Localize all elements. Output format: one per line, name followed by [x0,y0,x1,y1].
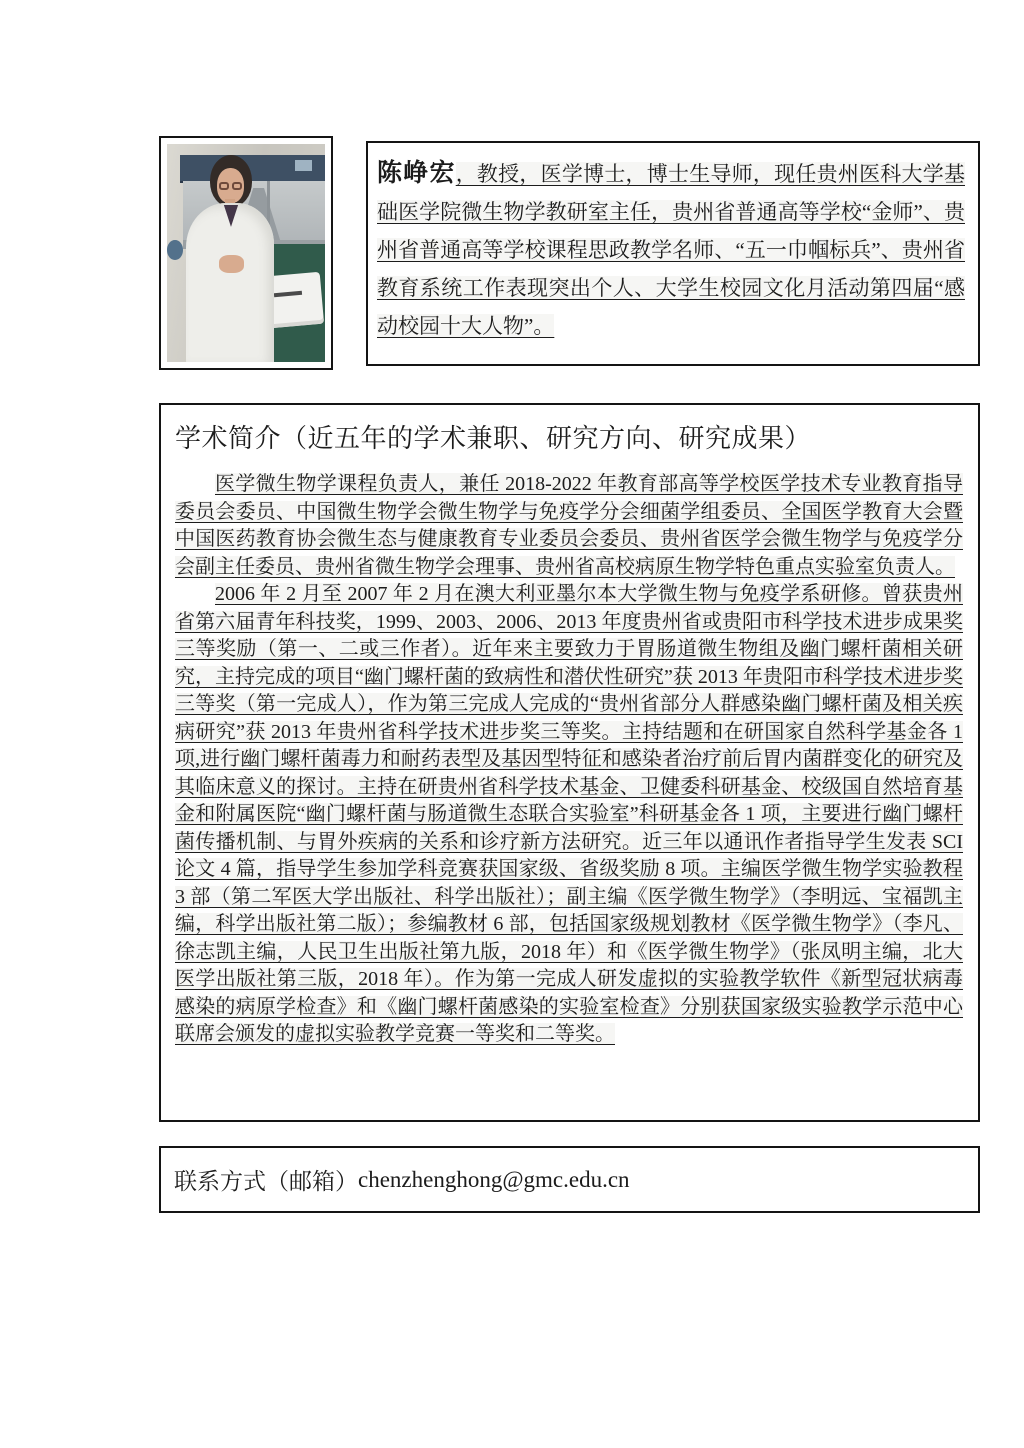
contact-label: 联系方式（邮箱） [174,1169,358,1194]
academic-section-title: 学术简介（近五年的学术兼职、研究方向、研究成果） [175,424,812,453]
academic-profile-box [159,403,980,1122]
bio-paragraph [377,154,965,345]
academic-paragraph-appointments-text: 医学微生物学课程负责人，兼任 2018-2022 年教育部高等学校医学技术专业教育指导委员会委员、中国微生物学会微生物学与免疫学分会细菌学组委员、全国医学教育大会暨中国医药教育协会微生态与健康教育专业委员会委员、贵州省医学会微生物学与免疫学分会副主任委员、贵州省微生物学会理事、贵州省高校病原生物学特色重点实验室负责人。 [175,473,963,578]
academic-paragraph-appointments [175,471,963,581]
glasses-left-lens-icon [219,182,229,190]
glasses-right-lens-icon [232,182,242,190]
academic-paragraph-achievements-text: 2006 年 2 月至 2007 年 2 月在澳大利亚墨尔本大学微生物与免疫学系研修。曾获贵州省第六届青年科技奖，1999、2003、2006、2013 年度贵州省或贵阳市科学技术进步成果奖三等奖励（第一、二或三作者）。近年来主要致力于胃肠道微生物组及幽门螺杆菌相关研究，主持完成的项目“幽门螺杆菌的致病性和潜伏性研究”获 2013 年贵阳市科学技术进步奖三等奖（第一完成人），作为第三完成人完成的“贵州省部分人群感染幽门螺杆菌及相关疾病研究”获 2013 年贵州省科学技术进步奖三等奖。主持结题和在研国家自然科学基金各 1 项,进行幽门螺杆菌毒力和耐药表型及基因型特征和感染者治疗前后胃内菌群变化的研究及其临床意义的探讨。主持在研贵州省科学技术基金、卫健委科研基金、校级国自然培育基金和附属医院“幽门螺杆菌与肠道微生态联合实验室”科研基金各 1 项，主要进行幽门螺杆菌传播机制、与胃外疾病的关系和诊疗新方法研究。近三年以通讯作者指导学生发表 SCI 论文 4 篇，指导学生参加学科竞赛获国家级、省级奖励 8 项。主编医学微生物学实验教程 3 部（第二军医大学出版社、科学出版社）；副主编《医学微生物学》（李明远、宝福凯主编，科学出版社第二版）；参编教材 6 部，包括国家级规划教材《医学微生物学》（李凡、徐志凯主编，人民卫生出版社第九版，2018 年）和《医学微生物学》（张凤明主编，北大医学出版社第三版，2018 年）。作为第一完成人研发虚拟的实验教学软件《新型冠状病毒感染的病原学检查》和《幽门螺杆菌感染的实验室检查》分别获国家级实验教学示范中心联席会颁发的虚拟实验教学竞赛一等奖和二等奖。 [175,583,963,1045]
person-name: 陈峥宏 [377,159,456,187]
bio-description: ，教授，医学博士，博士生导师，现任贵州医科大学基础医学院微生物学教研室主任，贵州省普通高等学校“金师”、贵州省普通高等学校课程思政教学名师、“五一巾帼标兵”、贵州省教育系统工作表现突出个人、大学生校园文化月活动第四届“感动校园十大人物”。 [377,162,965,338]
folded-hands [219,255,244,272]
cabinet-label [295,160,312,171]
contact-box [159,1146,980,1213]
lab-coat [186,203,274,362]
photo-scene [167,144,325,362]
bio-box [366,141,980,366]
lab-stool [167,240,183,260]
contact-email: chenzhenghong@gmc.edu.cn [358,1166,630,1192]
academic-paragraph-achievements [175,581,963,1049]
portrait-photo [159,136,333,370]
